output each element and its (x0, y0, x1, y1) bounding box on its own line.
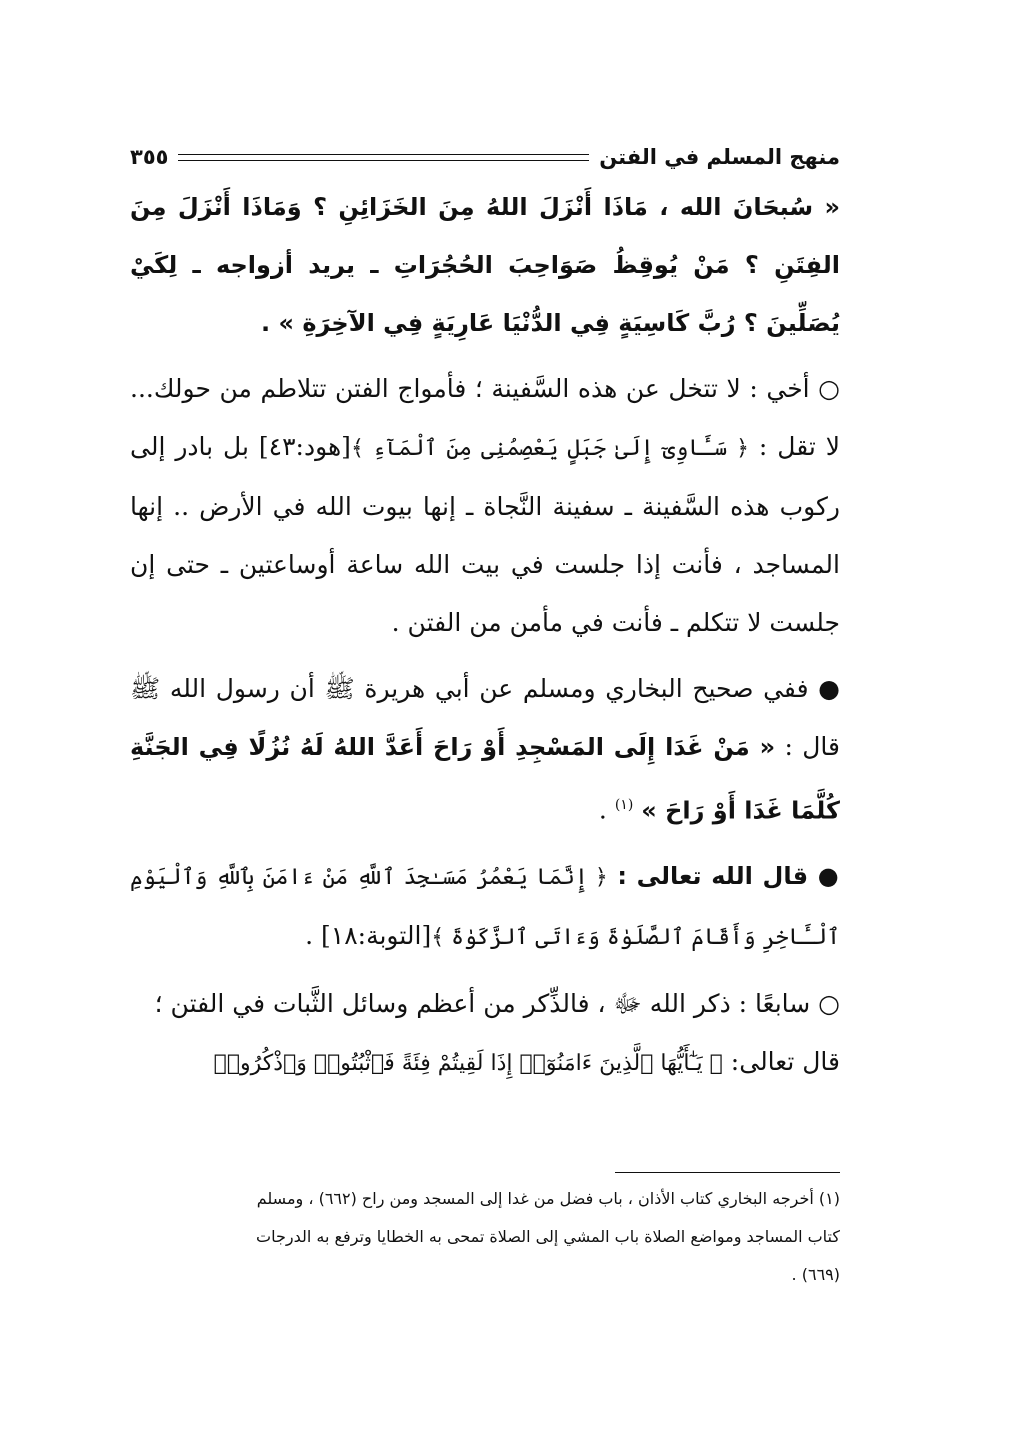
paragraph-anfal (130, 1033, 840, 1093)
quran-ref-tawbah: [التوبة:١٨] (321, 921, 432, 951)
paragraph-anfal-intro: قال تعالى: (722, 1047, 840, 1077)
footnote-separator (615, 1172, 840, 1173)
paragraph-tawbah-intro: ● قال الله تعالى : (607, 862, 840, 891)
header-double-rule (178, 154, 589, 161)
paragraph-bukhari-intro: ● ففي صحيح البخاري ومسلم عن أبي هريرة ﷺ أن رسول الله ﷺ قال : (130, 674, 840, 761)
paragraph-bukhari (130, 660, 840, 839)
paragraph-tawbah-end: . (305, 921, 322, 951)
quran-ref-hud: [هود:٤٣] (258, 432, 351, 461)
quran-verse-tawbah: ﴿ إِنَّمَا يَعْمُرُ مَسَـٰجِدَ ٱللَّهِ مَنْ ءَامَنَ بِٱللَّهِ وَٱلْيَوْمِ ٱلْـَٔاخِرِ وَأَقَامَ ٱلصَّلَوٰةَ وَءَاتَى ٱلزَّكَوٰةَ ﴾ (130, 865, 840, 951)
book-title: منهج المسلم في الفتن (599, 145, 840, 169)
quran-verse-hud: ﴿ سَـَٔاوِىٓ إِلَىٰ جَبَلٍ يَعْصِمُنِى مِنَ ٱلْمَآءِ ﴾ (350, 436, 749, 461)
footnote-1-line-2: كتاب المساجد ومواضع الصلاة باب المشي إلى الصلاة تمحى به الخطايا وترفع به الدرجات (256, 1227, 840, 1246)
page-content (130, 140, 840, 1093)
paragraph-tawbah (130, 847, 840, 967)
quran-verse-anfal: ﴿ يَـٰٓأَيُّهَا ٱلَّذِينَ ءَامَنُوٓا۟ إِذَا لَقِيتُمْ فِئَةً فَٱثْبُتُوا۟ وَٱذْكُرُوا۟ (213, 1051, 723, 1077)
paragraph-ship (130, 360, 840, 652)
footnote-marker-1[interactable]: (١) (614, 797, 634, 813)
paragraph-hadith-continued: « سُبحَانَ الله ، مَاذَا أَنْزَلَ اللهُ مِنَ الخَزَائِنِ ؟ وَمَاذَا أَنْزَلَ مِنَ الفِتَنِ ؟ مَنْ يُوقِظُ صَوَاحِبَ الحُجُرَاتِ ـ يريد أزواجه ـ لِكَيْ يُصَلِّينَ ؟ رُبَّ كَاسِيَةٍ فِي الدُّنْيَا عَارِيَةٍ فِي الآخِرَةِ » . (130, 193, 840, 337)
footnote-1-line-3: (٦٦٩) . (791, 1265, 840, 1284)
paragraph-dhikr: ○ سابعًا : ذكر الله ﷻ ، فالذِّكر من أعظم وسائل الثَّبات في الفتن ؛ (154, 989, 840, 1019)
footnote-1-line-1: (١) أخرجه البخاري كتاب الأذان ، باب فضل من غدا إلى المسجد ومن راح (٦٦٢) ، ومسلم (256, 1189, 840, 1208)
paragraph-bukhari-end: . (598, 795, 615, 825)
footnotes (130, 1180, 840, 1294)
paragraph-ship-text-b: بل بادر إلى ركوب هذه السَّفينة ـ سفينة النَّجاة ـ إنها بيوت الله في الأرض .. إنها المساجد ، فأنت إذا جلست في بيت الله ساعة أوساعتين ـ حتى إن جلست لا تتكلم ـ فأنت في مأمن من الفتن . (130, 432, 840, 637)
body-text (130, 178, 840, 1093)
running-header (130, 140, 840, 174)
hadith-mosque: « مَنْ غَدَا إِلَى المَسْجِدِ أَوْ رَاحَ أَعَدَّ اللهُ لَهُ نُزُلًا فِي الجَنَّةِ كُلَّمَا غَدَا أَوْ رَاحَ » (130, 733, 840, 825)
paragraph-ship-text-a: ○ أخي : لا تتخل عن هذه السَّفينة ؛ فأمواج الفتن تتلاطم من حولك... لا تقل : (130, 374, 841, 461)
page-number: ٣٥٥ (130, 145, 169, 169)
